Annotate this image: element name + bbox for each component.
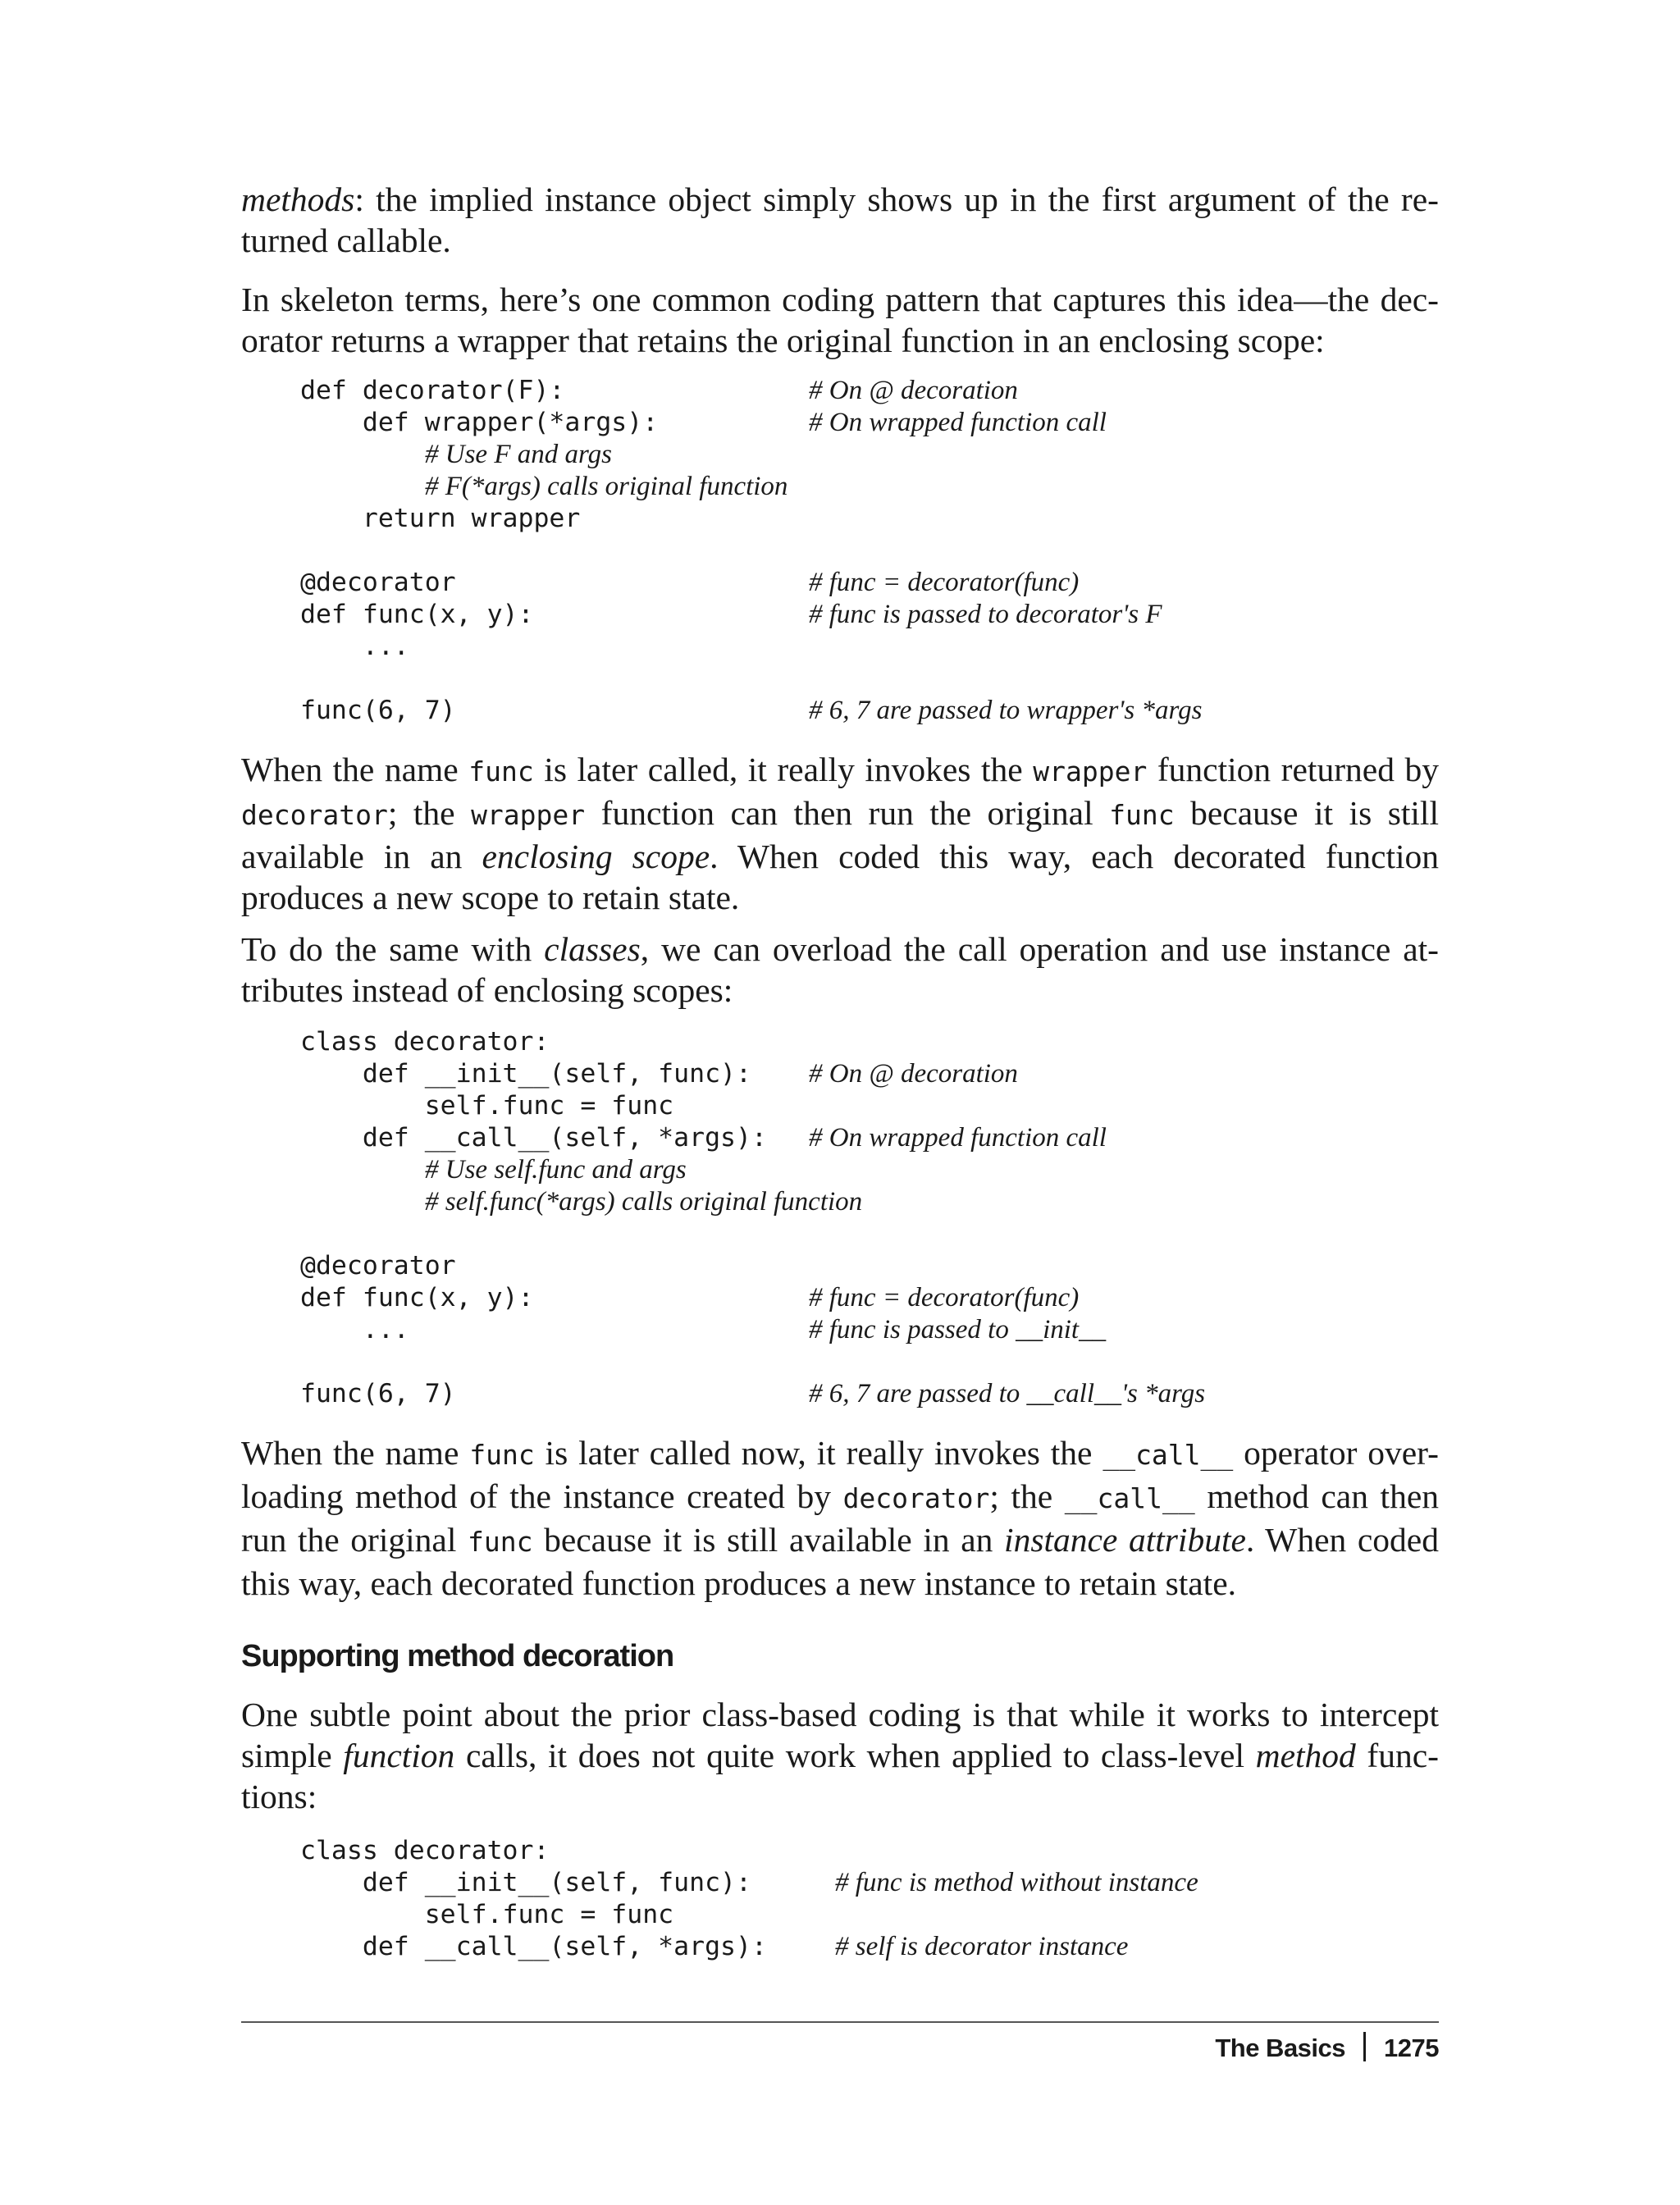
code-comment: # func is passed to __init__ xyxy=(809,1315,1107,1344)
paragraph-call-explanation: When the name func is later called now, it really invokes the __call__ operator over- loading method of the instance created by decorator; the __call__ method can then run the original func because it is still available in an instance attribute. When coded this way, each decorated function produces a new instance to retain state. xyxy=(241,1434,1439,1602)
code-comment: # func = decorator(func) xyxy=(809,1283,1080,1312)
footer-rule xyxy=(241,2021,1439,2023)
code-line: def __call__(self, *args): xyxy=(300,1123,767,1153)
paragraph-skeleton-intro: In skeleton terms, here’s one common coding pattern that captures this idea—the dec- orator returns a wrapper that retains the original function in an enclosing scope: xyxy=(241,281,1439,359)
code-line: ... xyxy=(300,1315,409,1344)
code-comment: # Use F and args xyxy=(425,440,612,469)
code-comment: # 6, 7 are passed to wrapper's *args xyxy=(809,696,1203,725)
code-comment: # On @ decoration xyxy=(809,1059,1018,1089)
paragraph-methods-continuation: methods: the implied instance object simply shows up in the first argument of the re- turned callable. xyxy=(241,180,1439,259)
code-comment: # F(*args) calls original function xyxy=(425,472,788,501)
code-comment: # func is passed to decorator's F xyxy=(809,600,1162,629)
footer-separator xyxy=(1363,2032,1366,2061)
code-line: return wrapper xyxy=(300,504,581,533)
page-number: 1275 xyxy=(1384,2034,1439,2062)
code-line: func(6, 7) xyxy=(300,1379,456,1408)
code-line: def func(x, y): xyxy=(300,1283,534,1312)
footer-section-title: The Basics xyxy=(1215,2034,1346,2062)
code-line: @decorator xyxy=(300,568,456,597)
code-line: def wrapper(*args): xyxy=(300,408,659,437)
code-comment: # On wrapped function call xyxy=(809,408,1107,437)
code-line: def __init__(self, func): xyxy=(300,1059,751,1089)
paragraph-wrapper-explanation: When the name func is later called, it really invokes the wrapper function returned by decorator; the wrapper function can then run the original func because it is still available in an enclosing scope. When coded this way, each decorated function produces a new scope to retain state. xyxy=(241,751,1440,916)
code-comment: # 6, 7 are passed to __call__'s *args xyxy=(809,1379,1206,1408)
code-line: @decorator xyxy=(300,1251,456,1281)
code-line: self.func = func xyxy=(300,1900,674,1929)
code-line: self.func = func xyxy=(300,1091,674,1121)
paragraph-classes-intro: To do the same with classes, we can overload the call operation and use instance at- tributes instead of enclosing scopes: xyxy=(241,930,1440,1009)
code-line: def __init__(self, func): xyxy=(300,1868,751,1897)
code-line: def func(x, y): xyxy=(300,600,534,629)
code-line: def __call__(self, *args): xyxy=(300,1932,767,1961)
code-line: ... xyxy=(300,632,409,661)
code-line: func(6, 7) xyxy=(300,696,456,725)
section-heading: Supporting method decoration xyxy=(241,1639,674,1673)
code-line: def decorator(F): xyxy=(300,376,565,405)
page-footer xyxy=(1215,2032,1439,2063)
code-line: class decorator: xyxy=(300,1027,550,1057)
paragraph-method-decoration: One subtle point about the prior class-based coding is that while it works to intercept simple function calls, it does not quite work when applied to class-level method func- tions: xyxy=(241,1696,1439,1815)
code-comment: # func is method without instance xyxy=(835,1868,1198,1897)
code-line: class decorator: xyxy=(300,1836,550,1865)
code-comment: # Use self.func and args xyxy=(425,1155,687,1185)
code-comment: # func = decorator(func) xyxy=(809,568,1080,597)
code-comment: # On @ decoration xyxy=(809,376,1018,405)
code-comment: # self.func(*args) calls original function xyxy=(425,1187,863,1217)
code-comment: # On wrapped function call xyxy=(809,1123,1107,1153)
code-comment: # self is decorator instance xyxy=(835,1932,1129,1961)
